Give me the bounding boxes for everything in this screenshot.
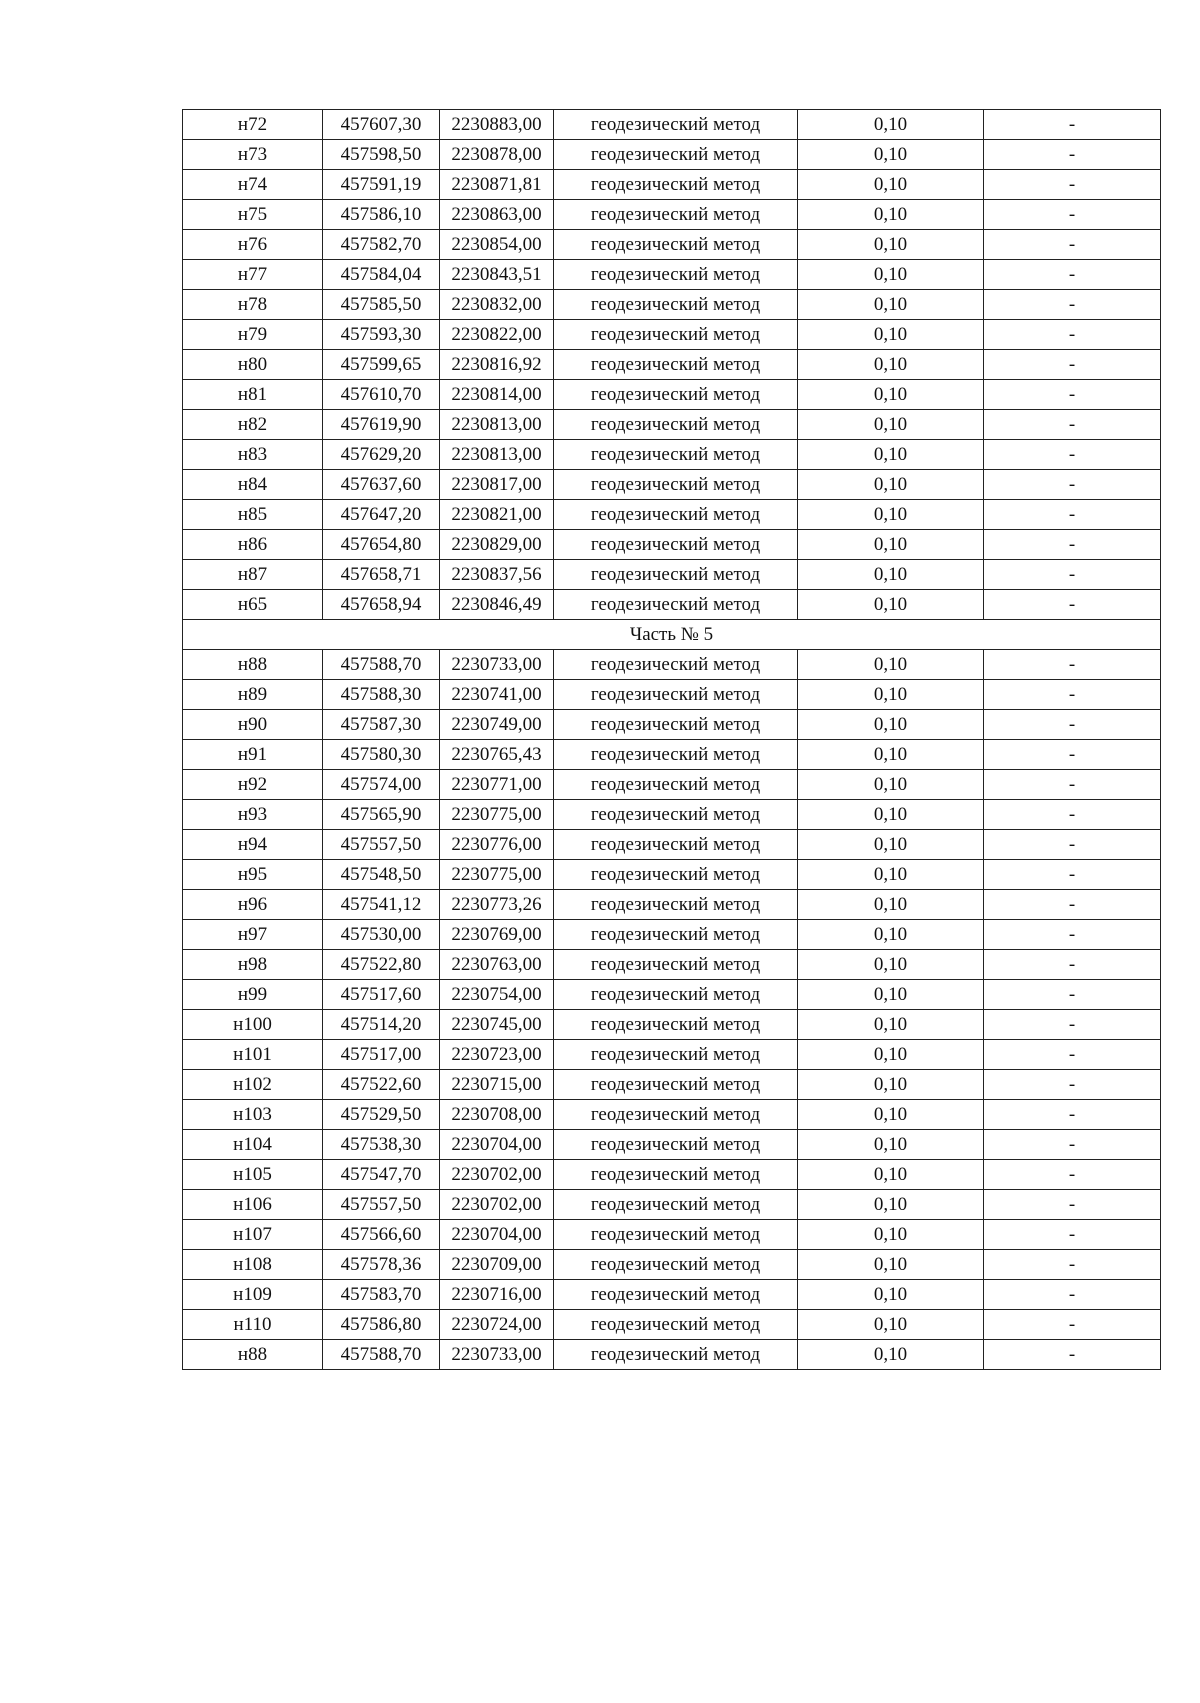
description-cell: -	[984, 410, 1161, 440]
method-cell: геодезический метод	[554, 1250, 798, 1280]
accuracy-cell: 0,10	[798, 200, 984, 230]
point-name-cell: н90	[183, 710, 323, 740]
y-coordinate-cell: 2230709,00	[440, 1250, 554, 1280]
table-row	[183, 140, 1161, 170]
x-coordinate-cell: 457517,60	[323, 980, 440, 1010]
x-coordinate-cell: 457514,20	[323, 1010, 440, 1040]
method-cell: геодезический метод	[554, 860, 798, 890]
y-coordinate-cell: 2230704,00	[440, 1130, 554, 1160]
description-cell: -	[984, 260, 1161, 290]
x-coordinate-cell: 457588,30	[323, 680, 440, 710]
y-coordinate-cell: 2230702,00	[440, 1160, 554, 1190]
method-cell: геодезический метод	[554, 980, 798, 1010]
accuracy-cell: 0,10	[798, 980, 984, 1010]
x-coordinate-cell: 457557,50	[323, 830, 440, 860]
point-name-cell: н96	[183, 890, 323, 920]
point-name-cell: н87	[183, 560, 323, 590]
y-coordinate-cell: 2230741,00	[440, 680, 554, 710]
point-name-cell: н102	[183, 1070, 323, 1100]
method-cell: геодезический метод	[554, 320, 798, 350]
accuracy-cell: 0,10	[798, 800, 984, 830]
x-coordinate-cell: 457593,30	[323, 320, 440, 350]
description-cell: -	[984, 1310, 1161, 1340]
description-cell: -	[984, 470, 1161, 500]
description-cell: -	[984, 140, 1161, 170]
y-coordinate-cell: 2230749,00	[440, 710, 554, 740]
table-row	[183, 1010, 1161, 1040]
y-coordinate-cell: 2230724,00	[440, 1310, 554, 1340]
x-coordinate-cell: 457517,00	[323, 1040, 440, 1070]
x-coordinate-cell: 457619,90	[323, 410, 440, 440]
description-cell: -	[984, 890, 1161, 920]
method-cell: геодезический метод	[554, 950, 798, 980]
point-name-cell: н85	[183, 500, 323, 530]
x-coordinate-cell: 457591,19	[323, 170, 440, 200]
x-coordinate-cell: 457599,65	[323, 350, 440, 380]
method-cell: геодезический метод	[554, 830, 798, 860]
point-name-cell: н78	[183, 290, 323, 320]
description-cell: -	[984, 1220, 1161, 1250]
table-row	[183, 1100, 1161, 1130]
accuracy-cell: 0,10	[798, 230, 984, 260]
method-cell: геодезический метод	[554, 920, 798, 950]
method-cell: геодезический метод	[554, 380, 798, 410]
description-cell: -	[984, 590, 1161, 620]
point-name-cell: н80	[183, 350, 323, 380]
description-cell: -	[984, 680, 1161, 710]
x-coordinate-cell: 457582,70	[323, 230, 440, 260]
method-cell: геодезический метод	[554, 800, 798, 830]
point-name-cell: н79	[183, 320, 323, 350]
method-cell: геодезический метод	[554, 1160, 798, 1190]
x-coordinate-cell: 457607,30	[323, 110, 440, 140]
y-coordinate-cell: 2230765,43	[440, 740, 554, 770]
accuracy-cell: 0,10	[798, 500, 984, 530]
table-row	[183, 1070, 1161, 1100]
accuracy-cell: 0,10	[798, 1190, 984, 1220]
y-coordinate-cell: 2230829,00	[440, 530, 554, 560]
y-coordinate-cell: 2230733,00	[440, 650, 554, 680]
x-coordinate-cell: 457658,94	[323, 590, 440, 620]
table-row	[183, 770, 1161, 800]
method-cell: геодезический метод	[554, 740, 798, 770]
method-cell: геодезический метод	[554, 470, 798, 500]
x-coordinate-cell: 457629,20	[323, 440, 440, 470]
x-coordinate-cell: 457538,30	[323, 1130, 440, 1160]
table-row	[183, 1190, 1161, 1220]
point-name-cell: н92	[183, 770, 323, 800]
table-row	[183, 230, 1161, 260]
table-row	[183, 1310, 1161, 1340]
table-row	[183, 740, 1161, 770]
x-coordinate-cell: 457583,70	[323, 1280, 440, 1310]
description-cell: -	[984, 440, 1161, 470]
description-cell: -	[984, 950, 1161, 980]
method-cell: геодезический метод	[554, 530, 798, 560]
table-row	[183, 1040, 1161, 1070]
description-cell: -	[984, 500, 1161, 530]
x-coordinate-cell: 457598,50	[323, 140, 440, 170]
accuracy-cell: 0,10	[798, 1160, 984, 1190]
description-cell: -	[984, 770, 1161, 800]
method-cell: геодезический метод	[554, 230, 798, 260]
y-coordinate-cell: 2230814,00	[440, 380, 554, 410]
table-row	[183, 350, 1161, 380]
table-row	[183, 920, 1161, 950]
accuracy-cell: 0,10	[798, 110, 984, 140]
accuracy-cell: 0,10	[798, 1340, 984, 1370]
point-name-cell: н82	[183, 410, 323, 440]
method-cell: геодезический метод	[554, 1100, 798, 1130]
y-coordinate-cell: 2230817,00	[440, 470, 554, 500]
description-cell: -	[984, 560, 1161, 590]
accuracy-cell: 0,10	[798, 590, 984, 620]
accuracy-cell: 0,10	[798, 1040, 984, 1070]
x-coordinate-cell: 457586,10	[323, 200, 440, 230]
x-coordinate-cell: 457654,80	[323, 530, 440, 560]
point-name-cell: н81	[183, 380, 323, 410]
y-coordinate-cell: 2230832,00	[440, 290, 554, 320]
y-coordinate-cell: 2230854,00	[440, 230, 554, 260]
accuracy-cell: 0,10	[798, 890, 984, 920]
point-name-cell: н88	[183, 650, 323, 680]
point-name-cell: н89	[183, 680, 323, 710]
accuracy-cell: 0,10	[798, 380, 984, 410]
x-coordinate-cell: 457588,70	[323, 1340, 440, 1370]
method-cell: геодезический метод	[554, 500, 798, 530]
method-cell: геодезический метод	[554, 590, 798, 620]
accuracy-cell: 0,10	[798, 1100, 984, 1130]
point-name-cell: н83	[183, 440, 323, 470]
method-cell: геодезический метод	[554, 1340, 798, 1370]
y-coordinate-cell: 2230816,92	[440, 350, 554, 380]
description-cell: -	[984, 980, 1161, 1010]
table-row	[183, 170, 1161, 200]
x-coordinate-cell: 457522,60	[323, 1070, 440, 1100]
table-row	[183, 890, 1161, 920]
y-coordinate-cell: 2230821,00	[440, 500, 554, 530]
table-row	[183, 590, 1161, 620]
y-coordinate-cell: 2230883,00	[440, 110, 554, 140]
method-cell: геодезический метод	[554, 1040, 798, 1070]
description-cell: -	[984, 800, 1161, 830]
table-row	[183, 500, 1161, 530]
table-row	[183, 1130, 1161, 1160]
method-cell: геодезический метод	[554, 770, 798, 800]
accuracy-cell: 0,10	[798, 320, 984, 350]
y-coordinate-cell: 2230871,81	[440, 170, 554, 200]
accuracy-cell: 0,10	[798, 1070, 984, 1100]
accuracy-cell: 0,10	[798, 470, 984, 500]
point-name-cell: н110	[183, 1310, 323, 1340]
y-coordinate-cell: 2230715,00	[440, 1070, 554, 1100]
y-coordinate-cell: 2230716,00	[440, 1280, 554, 1310]
x-coordinate-cell: 457578,36	[323, 1250, 440, 1280]
description-cell: -	[984, 290, 1161, 320]
y-coordinate-cell: 2230754,00	[440, 980, 554, 1010]
x-coordinate-cell: 457548,50	[323, 860, 440, 890]
accuracy-cell: 0,10	[798, 1220, 984, 1250]
table-row	[183, 1220, 1161, 1250]
point-name-cell: н65	[183, 590, 323, 620]
description-cell: -	[984, 530, 1161, 560]
table-row	[183, 650, 1161, 680]
table-row	[183, 380, 1161, 410]
method-cell: геодезический метод	[554, 260, 798, 290]
description-cell: -	[984, 1100, 1161, 1130]
method-cell: геодезический метод	[554, 1190, 798, 1220]
description-cell: -	[984, 920, 1161, 950]
point-name-cell: н108	[183, 1250, 323, 1280]
method-cell: геодезический метод	[554, 410, 798, 440]
point-name-cell: н105	[183, 1160, 323, 1190]
accuracy-cell: 0,10	[798, 530, 984, 560]
description-cell: -	[984, 1040, 1161, 1070]
point-name-cell: н76	[183, 230, 323, 260]
method-cell: геодезический метод	[554, 1130, 798, 1160]
x-coordinate-cell: 457584,04	[323, 260, 440, 290]
x-coordinate-cell: 457522,80	[323, 950, 440, 980]
x-coordinate-cell: 457585,50	[323, 290, 440, 320]
accuracy-cell: 0,10	[798, 1010, 984, 1040]
x-coordinate-cell: 457588,70	[323, 650, 440, 680]
point-name-cell: н98	[183, 950, 323, 980]
description-cell: -	[984, 710, 1161, 740]
method-cell: геодезический метод	[554, 1220, 798, 1250]
accuracy-cell: 0,10	[798, 830, 984, 860]
method-cell: геодезический метод	[554, 110, 798, 140]
point-name-cell: н103	[183, 1100, 323, 1130]
table-row	[183, 410, 1161, 440]
table-row	[183, 470, 1161, 500]
coordinates-table-body	[183, 110, 1161, 1370]
description-cell: -	[984, 1130, 1161, 1160]
point-name-cell: н94	[183, 830, 323, 860]
description-cell: -	[984, 1190, 1161, 1220]
accuracy-cell: 0,10	[798, 1130, 984, 1160]
x-coordinate-cell: 457586,80	[323, 1310, 440, 1340]
accuracy-cell: 0,10	[798, 260, 984, 290]
y-coordinate-cell: 2230813,00	[440, 440, 554, 470]
description-cell: -	[984, 1010, 1161, 1040]
y-coordinate-cell: 2230763,00	[440, 950, 554, 980]
point-name-cell: н107	[183, 1220, 323, 1250]
x-coordinate-cell: 457529,50	[323, 1100, 440, 1130]
method-cell: геодезический метод	[554, 680, 798, 710]
x-coordinate-cell: 457541,12	[323, 890, 440, 920]
table-row	[183, 860, 1161, 890]
table-row	[183, 1160, 1161, 1190]
description-cell: -	[984, 170, 1161, 200]
point-name-cell: н109	[183, 1280, 323, 1310]
description-cell: -	[984, 650, 1161, 680]
y-coordinate-cell: 2230771,00	[440, 770, 554, 800]
y-coordinate-cell: 2230846,49	[440, 590, 554, 620]
accuracy-cell: 0,10	[798, 350, 984, 380]
y-coordinate-cell: 2230813,00	[440, 410, 554, 440]
table-row	[183, 290, 1161, 320]
x-coordinate-cell: 457647,20	[323, 500, 440, 530]
y-coordinate-cell: 2230702,00	[440, 1190, 554, 1220]
point-name-cell: н91	[183, 740, 323, 770]
y-coordinate-cell: 2230733,00	[440, 1340, 554, 1370]
description-cell: -	[984, 860, 1161, 890]
table-row	[183, 950, 1161, 980]
table-row	[183, 440, 1161, 470]
y-coordinate-cell: 2230704,00	[440, 1220, 554, 1250]
method-cell: геодезический метод	[554, 1070, 798, 1100]
table-row	[183, 980, 1161, 1010]
x-coordinate-cell: 457658,71	[323, 560, 440, 590]
description-cell: -	[984, 230, 1161, 260]
table-row	[183, 830, 1161, 860]
description-cell: -	[984, 1160, 1161, 1190]
accuracy-cell: 0,10	[798, 440, 984, 470]
accuracy-cell: 0,10	[798, 170, 984, 200]
description-cell: -	[984, 350, 1161, 380]
x-coordinate-cell: 457547,70	[323, 1160, 440, 1190]
x-coordinate-cell: 457637,60	[323, 470, 440, 500]
table-row	[183, 1340, 1161, 1370]
point-name-cell: н106	[183, 1190, 323, 1220]
description-cell: -	[984, 1340, 1161, 1370]
method-cell: геодезический метод	[554, 1010, 798, 1040]
accuracy-cell: 0,10	[798, 860, 984, 890]
table-row	[183, 200, 1161, 230]
x-coordinate-cell: 457557,50	[323, 1190, 440, 1220]
accuracy-cell: 0,10	[798, 1280, 984, 1310]
x-coordinate-cell: 457580,30	[323, 740, 440, 770]
part-header-row	[183, 620, 1161, 650]
method-cell: геодезический метод	[554, 350, 798, 380]
method-cell: геодезический метод	[554, 200, 798, 230]
x-coordinate-cell: 457574,00	[323, 770, 440, 800]
description-cell: -	[984, 1070, 1161, 1100]
accuracy-cell: 0,10	[798, 920, 984, 950]
description-cell: -	[984, 1280, 1161, 1310]
x-coordinate-cell: 457565,90	[323, 800, 440, 830]
y-coordinate-cell: 2230776,00	[440, 830, 554, 860]
accuracy-cell: 0,10	[798, 680, 984, 710]
x-coordinate-cell: 457566,60	[323, 1220, 440, 1250]
x-coordinate-cell: 457587,30	[323, 710, 440, 740]
accuracy-cell: 0,10	[798, 740, 984, 770]
y-coordinate-cell: 2230773,26	[440, 890, 554, 920]
method-cell: геодезический метод	[554, 290, 798, 320]
table-row	[183, 800, 1161, 830]
y-coordinate-cell: 2230837,56	[440, 560, 554, 590]
point-name-cell: н95	[183, 860, 323, 890]
description-cell: -	[984, 200, 1161, 230]
point-name-cell: н88	[183, 1340, 323, 1370]
x-coordinate-cell: 457610,70	[323, 380, 440, 410]
x-coordinate-cell: 457530,00	[323, 920, 440, 950]
point-name-cell: н77	[183, 260, 323, 290]
point-name-cell: н86	[183, 530, 323, 560]
point-name-cell: н100	[183, 1010, 323, 1040]
y-coordinate-cell: 2230822,00	[440, 320, 554, 350]
coordinates-table	[182, 109, 1161, 1370]
part-label: Часть № 5	[183, 620, 1161, 650]
y-coordinate-cell: 2230863,00	[440, 200, 554, 230]
table-row	[183, 110, 1161, 140]
y-coordinate-cell: 2230769,00	[440, 920, 554, 950]
accuracy-cell: 0,10	[798, 140, 984, 170]
point-name-cell: н101	[183, 1040, 323, 1070]
table-row	[183, 680, 1161, 710]
point-name-cell: н99	[183, 980, 323, 1010]
method-cell: геодезический метод	[554, 650, 798, 680]
accuracy-cell: 0,10	[798, 770, 984, 800]
y-coordinate-cell: 2230775,00	[440, 800, 554, 830]
point-name-cell: н84	[183, 470, 323, 500]
accuracy-cell: 0,10	[798, 290, 984, 320]
accuracy-cell: 0,10	[798, 950, 984, 980]
table-row	[183, 710, 1161, 740]
accuracy-cell: 0,10	[798, 1310, 984, 1340]
point-name-cell: н93	[183, 800, 323, 830]
method-cell: геодезический метод	[554, 170, 798, 200]
accuracy-cell: 0,10	[798, 650, 984, 680]
method-cell: геодезический метод	[554, 140, 798, 170]
accuracy-cell: 0,10	[798, 410, 984, 440]
description-cell: -	[984, 740, 1161, 770]
method-cell: геодезический метод	[554, 560, 798, 590]
method-cell: геодезический метод	[554, 440, 798, 470]
accuracy-cell: 0,10	[798, 710, 984, 740]
accuracy-cell: 0,10	[798, 1250, 984, 1280]
description-cell: -	[984, 320, 1161, 350]
point-name-cell: н97	[183, 920, 323, 950]
y-coordinate-cell: 2230745,00	[440, 1010, 554, 1040]
y-coordinate-cell: 2230843,51	[440, 260, 554, 290]
y-coordinate-cell: 2230708,00	[440, 1100, 554, 1130]
method-cell: геодезический метод	[554, 890, 798, 920]
table-row	[183, 560, 1161, 590]
point-name-cell: н72	[183, 110, 323, 140]
y-coordinate-cell: 2230878,00	[440, 140, 554, 170]
y-coordinate-cell: 2230775,00	[440, 860, 554, 890]
description-cell: -	[984, 1250, 1161, 1280]
method-cell: геодезический метод	[554, 710, 798, 740]
description-cell: -	[984, 380, 1161, 410]
table-row	[183, 530, 1161, 560]
accuracy-cell: 0,10	[798, 560, 984, 590]
y-coordinate-cell: 2230723,00	[440, 1040, 554, 1070]
point-name-cell: н73	[183, 140, 323, 170]
method-cell: геодезический метод	[554, 1280, 798, 1310]
point-name-cell: н75	[183, 200, 323, 230]
method-cell: геодезический метод	[554, 1310, 798, 1340]
description-cell: -	[984, 110, 1161, 140]
table-row	[183, 260, 1161, 290]
point-name-cell: н74	[183, 170, 323, 200]
point-name-cell: н104	[183, 1130, 323, 1160]
description-cell: -	[984, 830, 1161, 860]
table-row	[183, 320, 1161, 350]
table-row	[183, 1280, 1161, 1310]
table-row	[183, 1250, 1161, 1280]
